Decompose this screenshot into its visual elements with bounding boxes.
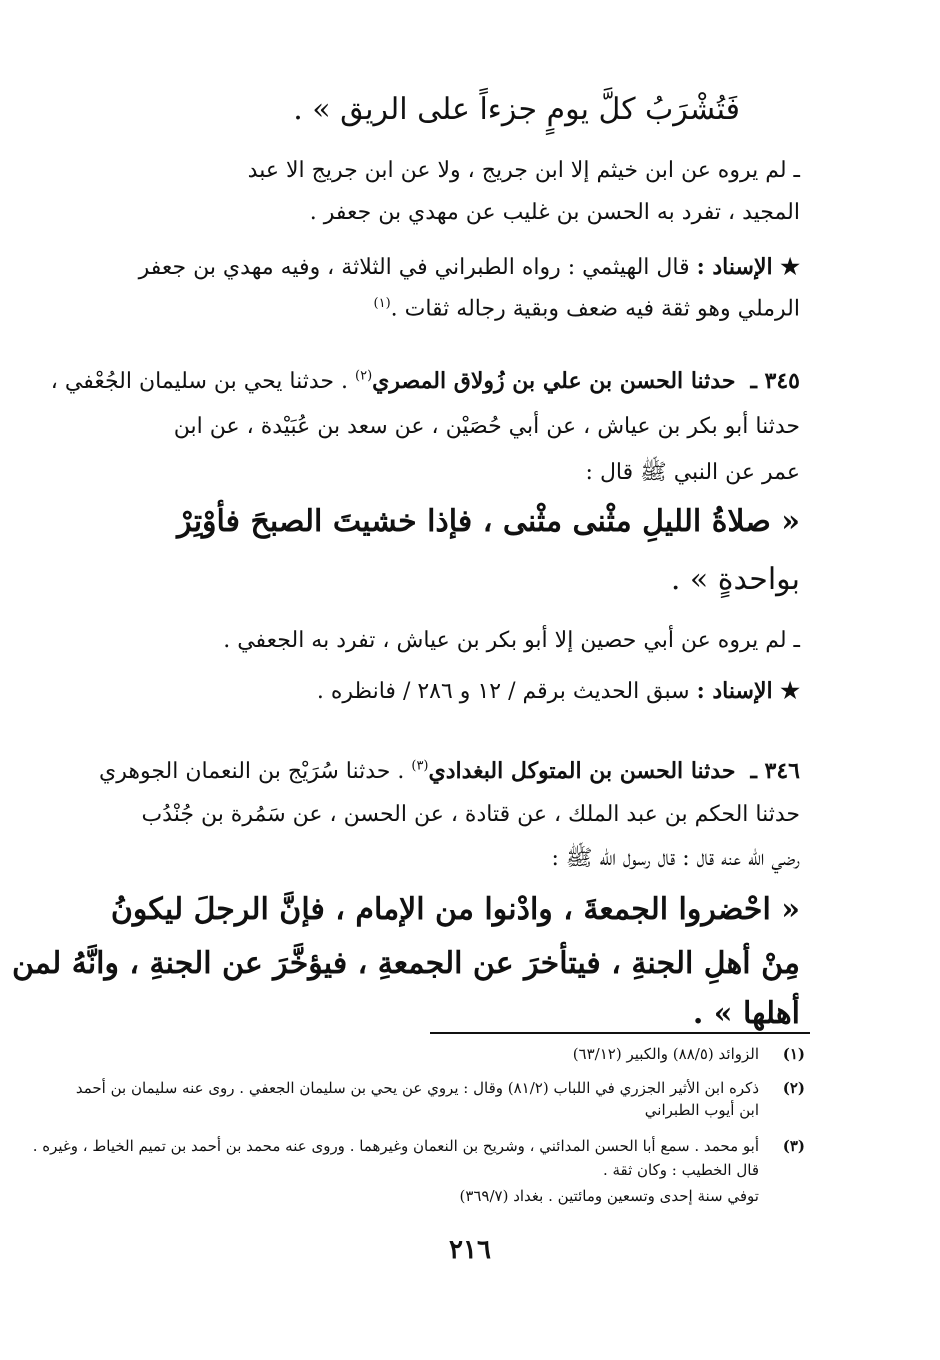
- chain-line: عمر عن النبي ﷺ قال :: [585, 460, 800, 485]
- page-number: ٢١٦: [449, 1235, 491, 1265]
- note-line: ـ لم يروه عن أبي حصين إلا أبو بكر بن عياش ، تفرد به الجعفي .: [223, 628, 800, 653]
- hadith-number: ٣٤٥ ـ: [750, 368, 800, 394]
- matn-line: بواحدةٍ » .: [670, 562, 800, 597]
- isnad-label: ★ الإسناد :: [696, 678, 800, 704]
- hadith-345-heading: [50, 368, 800, 394]
- narrator-lead: حدثنا الحسن بن علي بن زُولاق المصري: [372, 368, 736, 394]
- footnote-number: (١): [782, 1045, 805, 1063]
- note-line: المجيد ، تفرد به الحسن بن غليب عن مهدي بن جعفر .: [309, 200, 800, 225]
- footnote-3: [32, 1136, 805, 1156]
- footnote-number: (٢): [782, 1079, 805, 1097]
- chain-line: رضي الله عنه قال : قال رسول الله ﷺ :: [551, 846, 800, 871]
- matn-line: « صلاةُ الليلِ مثْنى مثْنى ، فإذا خشيتَ الصبحَ فأوْتِرْ: [177, 504, 800, 539]
- footnote-2: [60, 1078, 805, 1098]
- isnad-line: [60, 296, 800, 323]
- chain-line: حدثنا أبو بكر بن عياش ، عن أبي حُصَيْن ، عن سعد بن عُبَيْدة ، عن ابن: [173, 414, 800, 439]
- footnote-text: قال الخطيب : وكان ثقة .: [602, 1161, 759, 1179]
- footnote-ref: (٣): [411, 758, 429, 774]
- hadith-number: ٣٤٦ ـ: [750, 758, 800, 784]
- footnote-text: ذكره ابن الأثير الجزري في اللباب (٨١/٢) وقال : يروي عن يحي بن سليمان الجعفي . روى عنه سليمان بن أحمد: [75, 1079, 759, 1097]
- chain-text: . حدثنا سُرَيْج بن النعمان الجوهري: [99, 759, 405, 784]
- footnote-ref: (١): [373, 296, 391, 311]
- matn-line: أهلها » .: [692, 996, 800, 1031]
- footnote-text: أبو محمد . سمع أبا الحسن المدائني ، وشريح بن النعمان وغيرهما . وروى عنه محمد بن أحمد بن تميم الخياط ، وغيره .: [32, 1137, 759, 1155]
- isnad-text: سبق الحديث برقم / ١٢ و ٢٨٦ / فانظره .: [316, 679, 690, 704]
- matn-end-line: فَتُشْرَبُ كلَّ يومٍ جزءاً على الريق » .: [293, 92, 740, 127]
- matn-line: « احْضروا الجمعةَ ، وادْنوا من الإمام ، فإنَّ الرجلَ ليكونُ: [110, 892, 800, 927]
- isnad-line: [60, 254, 800, 281]
- isnad-line: [60, 678, 800, 705]
- footnote-number: (٣): [782, 1137, 805, 1155]
- chain-text: . حدثنا يحي بن سليمان الجُعْفي ،: [50, 369, 349, 394]
- footnote-text: ابن أيوب الطبراني: [644, 1101, 759, 1119]
- matn-line: مِنْ أهلِ الجنةِ ، فيتأخرَ عن الجمعةِ ، فيؤخَّرَ عن الجنةِ ، وانَّهُ لمن: [11, 946, 800, 981]
- footnote-separator: [430, 1032, 810, 1034]
- footnote-text: الزوائد (٨٨/٥) والكبير (٦٣/١٢): [572, 1045, 759, 1063]
- footnote-ref: (٢): [355, 368, 373, 384]
- note-line: ـ لم يروه عن ابن خيثم إلا ابن جريج ، ولا عن ابن جريج الا عبد: [247, 158, 800, 183]
- narrator-lead: حدثنا الحسن بن المتوكل البغدادي: [428, 758, 736, 784]
- chain-line: حدثنا الحكم بن عبد الملك ، عن قتادة ، عن الحسن ، عن سَمُرة بن جُنْدُب: [141, 802, 800, 827]
- isnad-text: الرملي وهو ثقة فيه ضعف وبقية رجاله ثقات .: [390, 296, 800, 322]
- footnote-1: [60, 1044, 805, 1064]
- footnote-text: توفي سنة إحدى وتسعين ومائتين . بغداد (٣٦٩/٧): [459, 1187, 759, 1205]
- hadith-346-heading: [60, 758, 800, 784]
- isnad-label: ★ الإسناد :: [696, 254, 800, 280]
- isnad-text: قال الهيثمي : رواه الطبراني في الثلاثة ، وفيه مهدي بن جعفر: [138, 255, 690, 280]
